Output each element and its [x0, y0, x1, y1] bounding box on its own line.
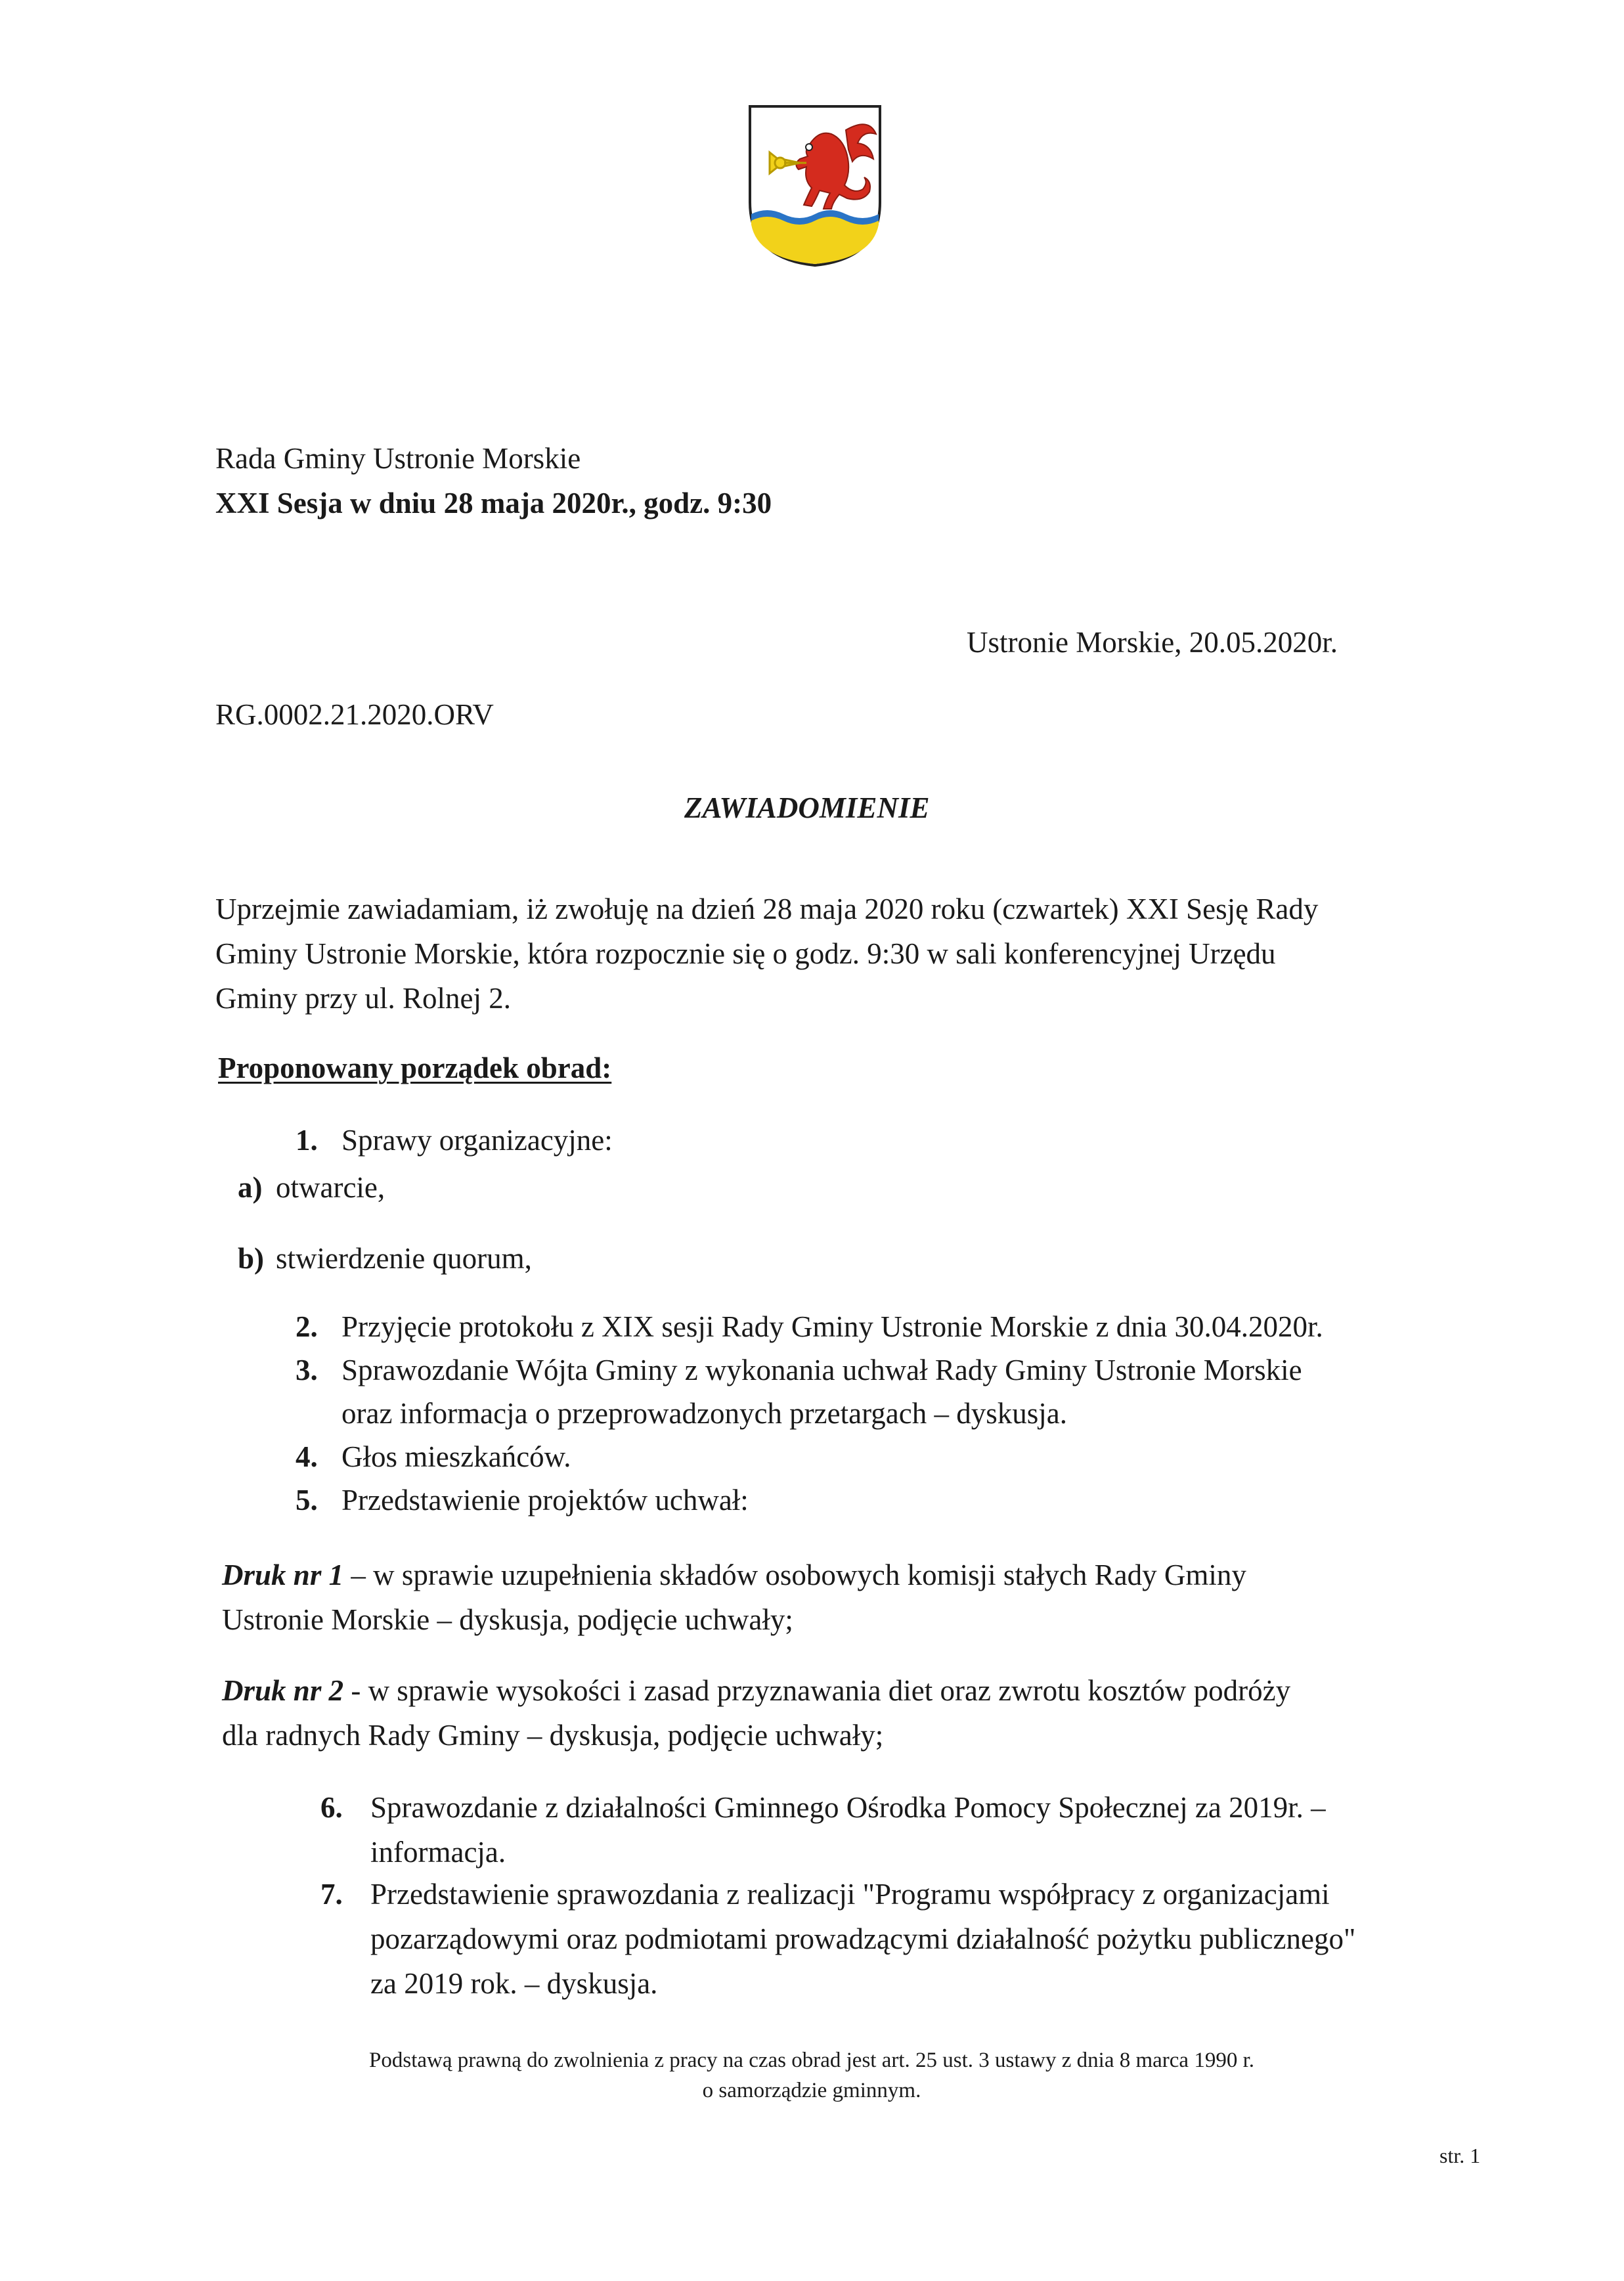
list-item-1	[296, 1118, 613, 1163]
list-number: 5.	[296, 1484, 318, 1517]
list-item-b	[238, 1236, 532, 1281]
list-item-7	[320, 1872, 1330, 1916]
druk-1-line-2: Ustronie Morskie – dyskusja, podjęcie uchwały;	[222, 1603, 793, 1636]
list-number: 6.	[320, 1791, 343, 1824]
druk-2-line-1	[222, 1668, 1417, 1713]
list-number: 1.	[296, 1124, 318, 1157]
list-text: Głos mieszkańców.	[341, 1440, 571, 1473]
council-name: Rada Gminy Ustronie Morskie	[215, 442, 581, 475]
list-text: Sprawy organizacyjne:	[341, 1124, 613, 1157]
list-item-7-continuation-1: pozarządowymi oraz podmiotami prowadzącymi działalność pożytku publicznego"	[370, 1922, 1356, 1955]
page-number: str. 1	[1439, 2144, 1481, 2167]
list-number: 7.	[320, 1878, 343, 1911]
list-letter: b)	[238, 1242, 265, 1275]
list-text: Sprawozdanie Wójta Gminy z wykonania uchwał Rady Gminy Ustronie Morskie	[341, 1354, 1302, 1386]
coat-of-arms-logo	[747, 104, 883, 268]
list-text: Przedstawienie projektów uchwał:	[341, 1484, 749, 1517]
list-item-7-continuation-2: za 2019 rok. – dyskusja.	[370, 1967, 658, 2000]
intro-line-3: Gminy przy ul. Rolnej 2.	[215, 982, 511, 1015]
place-and-date: Ustronie Morskie, 20.05.2020r.	[967, 626, 1338, 659]
druk-2-line-2: dla radnych Rady Gminy – dyskusja, podjęcie uchwały;	[222, 1719, 884, 1752]
list-item-5	[296, 1478, 749, 1522]
druk-text: – w sprawie uzupełnienia składów osobowych komisji stałych Rady Gminy	[343, 1559, 1246, 1591]
document-title: ZAWIADOMIENIE	[684, 791, 930, 824]
list-item-3-continuation: oraz informacja o przeprowadzonych przetargach – dyskusja.	[341, 1397, 1067, 1430]
list-letter: a)	[238, 1171, 263, 1204]
list-item-6-continuation: informacja.	[370, 1836, 506, 1869]
intro-line-2: Gminy Ustronie Morskie, która rozpocznie się o godz. 9:30 w sali konferencyjnej Urzędu	[215, 937, 1276, 970]
list-number: 4.	[296, 1440, 318, 1473]
list-number: 3.	[296, 1354, 318, 1386]
list-text: otwarcie,	[276, 1171, 385, 1204]
list-item-3	[296, 1348, 1302, 1392]
druk-label: Druk nr 2	[222, 1674, 344, 1707]
list-number: 2.	[296, 1310, 318, 1343]
reference-number: RG.0002.21.2020.ORV	[215, 698, 494, 731]
list-text: Sprawozdanie z działalności Gminnego Ośrodka Pomocy Społecznej za 2019r. –	[370, 1791, 1326, 1824]
list-item-2	[296, 1304, 1323, 1349]
legal-basis-line-2: o samorządzie gminnym.	[702, 2079, 921, 2102]
druk-1-line-1	[222, 1553, 1417, 1597]
list-text: Przyjęcie protokołu z XIX sesji Rady Gminy Ustronie Morskie z dnia 30.04.2020r.	[341, 1310, 1323, 1343]
druk-text: - w sprawie wysokości i zasad przyznawania diet oraz zwrotu kosztów podróży	[343, 1674, 1291, 1707]
list-text: Przedstawienie sprawozdania z realizacji "Programu współpracy z organizacjami	[370, 1878, 1330, 1911]
list-item-4	[296, 1434, 571, 1479]
list-item-a	[238, 1165, 385, 1210]
session-info: XXI Sesja w dniu 28 maja 2020r., godz. 9:30	[215, 487, 772, 520]
agenda-heading: Proponowany porządek obrad:	[218, 1052, 612, 1084]
list-item-6	[320, 1785, 1326, 1830]
intro-line-1: Uprzejmie zawiadamiam, iż zwołuję na dzień 28 maja 2020 roku (czwartek) XXI Sesję Rady	[215, 893, 1319, 925]
list-text: stwierdzenie quorum,	[276, 1242, 532, 1275]
legal-basis-line-1: Podstawą prawną do zwolnienia z pracy na czas obrad jest art. 25 ust. 3 ustawy z dnia 8 marca 1990 r.	[369, 2048, 1254, 2072]
druk-label: Druk nr 1	[222, 1559, 344, 1591]
